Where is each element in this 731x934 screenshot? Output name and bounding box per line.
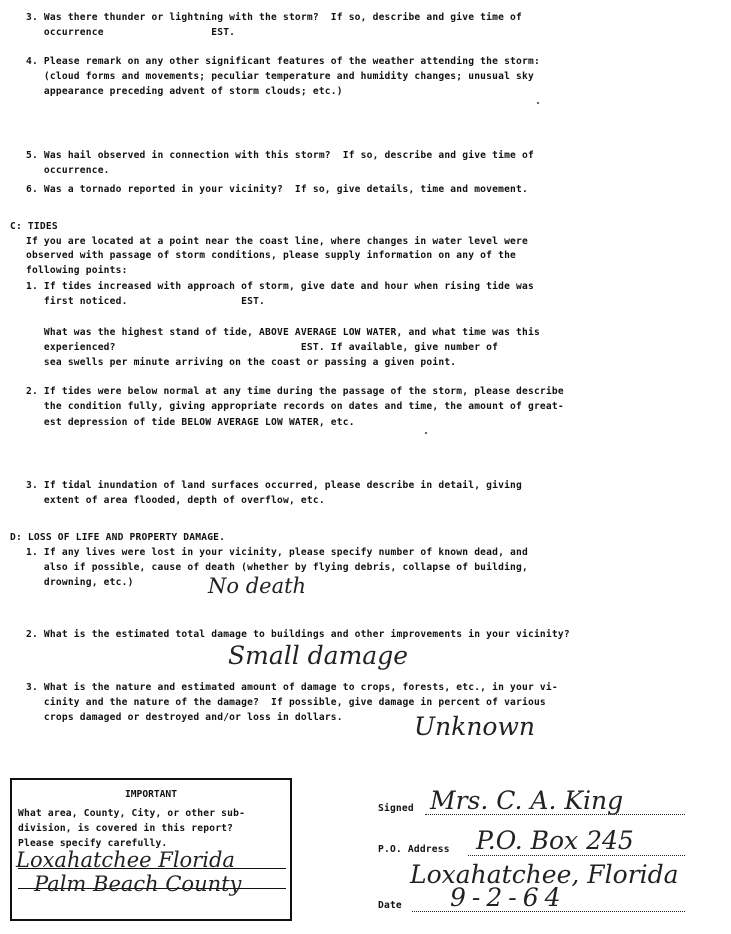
loss-q2-line-1: 2. What is the estimated total damage to buildings and other improvements in your vicinity? [26, 629, 570, 640]
date-value: 9-2-64 [450, 883, 567, 912]
tides-q1-line-1: 1. If tides increased with approach of storm, give date and hour when rising tide was [26, 281, 534, 292]
loss-q3-line-3: crops damaged or destroyed and/or loss in dollars. [26, 712, 343, 723]
ink-speck [537, 102, 539, 104]
tides-q1-high-2: experienced? EST. If available, give number of [26, 342, 499, 353]
tides-q3-line-1: 3. If tidal inundation of land surfaces occurred, please describe in detail, giving [26, 480, 523, 491]
city-value: Loxahatchee, Florida [410, 860, 679, 889]
tides-q2-line-2: the condition fully, giving appropriate records on dates and time, the amount of great- [26, 401, 564, 412]
tides-intro-3: following points: [26, 265, 128, 276]
loss-q2-answer: Small damage [228, 641, 408, 670]
important-line-2: division, is covered in this report? [18, 823, 234, 834]
signed-value: Mrs. C. A. King [430, 786, 624, 815]
tides-q3-line-2: extent of area flooded, depth of overflow, etc. [26, 495, 325, 506]
loss-q3-answer: Unknown [414, 712, 535, 741]
loss-q3-line-1: 3. What is the nature and estimated amount of damage to crops, forests, etc., in your vi- [26, 682, 558, 693]
loss-q3-line-2: cinity and the nature of the damage? If possible, give damage in percent of various [26, 697, 546, 708]
q5-line-1: 5. Was hail observed in connection with this storm? If so, describe and give time of [26, 150, 534, 161]
tides-heading: C: TIDES [10, 221, 58, 232]
tides-q1-line-2: first noticed. EST. [26, 296, 266, 307]
tides-q1-high-3: sea swells per minute arriving on the coast or passing a given point. [26, 357, 457, 368]
q3-line-2: occurrence EST. [26, 27, 236, 38]
ink-speck [425, 432, 427, 434]
loss-heading: D: LOSS OF LIFE AND PROPERTY DAMAGE. [10, 532, 226, 543]
q5-line-2: occurrence. [26, 165, 110, 176]
tides-q1-high-1: What was the highest stand of tide, ABOVE AVERAGE LOW WATER, and what time was this [26, 327, 540, 338]
signed-label: Signed [378, 803, 414, 814]
important-title: IMPORTANT [125, 789, 177, 800]
q4-line-1: 4. Please remark on any other significant features of the weather attending the storm: [26, 56, 540, 67]
tides-intro-1: If you are located at a point near the coast line, where changes in water level were [26, 236, 528, 247]
q6-line-1: 6. Was a tornado reported in your vicinity? If so, give details, time and movement. [26, 184, 528, 195]
important-line-3: Please specify carefully. [18, 838, 168, 849]
loss-q1-line-2: also if possible, cause of death (whether by flying debris, collapse of building, [26, 562, 528, 573]
important-line-1: What area, County, City, or other sub- [18, 808, 246, 819]
loss-q1-line-1: 1. If any lives were lost in your vicinity, please specify number of known dead, and [26, 547, 528, 558]
q4-line-2: (cloud forms and movements; peculiar temperature and humidity changes; unusual sky [26, 71, 534, 82]
po-address-label: P.O. Address [378, 844, 450, 855]
tides-intro-2: observed with passage of storm conditions, please supply information on any of the [26, 250, 517, 261]
q3-line-1: 3. Was there thunder or lightning with the storm? If so, describe and give time of [26, 12, 523, 23]
important-answer-2: Palm Beach County [34, 872, 242, 896]
loss-q1-line-3: drowning, etc.) [26, 577, 134, 588]
important-box [10, 778, 292, 921]
tides-q2-line-3: est depression of tide BELOW AVERAGE LOW WATER, etc. [26, 417, 355, 428]
po-address-value: P.O. Box 245 [476, 826, 634, 855]
loss-q1-answer: No death [208, 574, 307, 598]
tides-q2-line-1: 2. If tides were below normal at any time during the passage of the storm, please describe [26, 386, 564, 397]
po-address-line [468, 855, 685, 856]
important-answer-1: Loxahatchee Florida [16, 848, 235, 872]
date-label: Date [378, 900, 402, 911]
q4-line-3: appearance preceding advent of storm clouds; etc.) [26, 86, 343, 97]
